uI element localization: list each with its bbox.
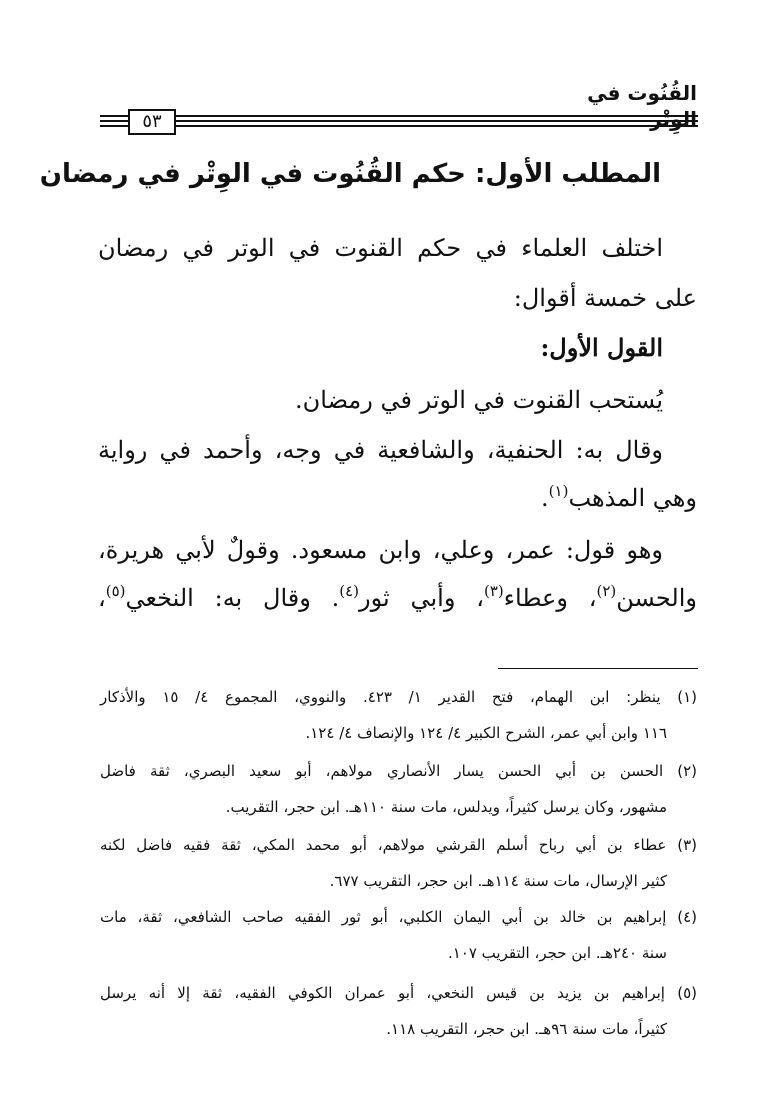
footnote-4-line-1: (٤) إبراهيم بن خالد بن أبي اليمان الكلبي، أبو ثور الفقيه صاحب الشافعي، ثقة، مات [100, 908, 697, 926]
para2-line-2-part-5: ، [98, 584, 106, 612]
para2-line-1: وهو قول: عمر، وعلي، وابن مسعود. وقولٌ لأبي هريرة، [98, 536, 663, 564]
para2-line-2-part-2: ، وعطاء [503, 584, 597, 612]
footnote-3-line-1: (٣) عطاء بن أبي رباح أسلم القرشي مولاهم، أبو محمد المكي، ثقة فقيه فاضل لكنه [100, 836, 697, 854]
footnote-1-line-2: ١١٦ وابن أبي عمر، الشرح الكبير ٤/ ١٢٤ والإنصاف ٤/ ١٢٤. [305, 724, 667, 742]
footnote-ref-1: (١) [548, 482, 569, 500]
header-rule-middle [100, 120, 698, 122]
footnote-4-line-2: سنة ٢٤٠هـ. ابن حجر، التقريب ١٠٧. [447, 944, 667, 962]
footnote-5-line-2: كثيراً، مات سنة ٩٦هـ. ابن حجر، التقريب ١١٨. [386, 1020, 667, 1038]
footnote-ref-2: (٢) [596, 582, 617, 600]
header-rule-top [100, 115, 698, 117]
para2-line-2 [98, 580, 697, 619]
footnote-ref-5: (٥) [105, 582, 126, 600]
footnote-2-line-2: مشهور، وكان يرسل كثيراً، ويدلس، مات سنة ١١٠هـ. ابن حجر، التقريب. [225, 798, 667, 816]
header-rule-bottom [100, 125, 698, 127]
first-opinion-heading: القول الأول: [540, 333, 663, 362]
footnote-ref-3: (٣) [483, 582, 504, 600]
footnote-3-line-2: كثير الإرسال، مات سنة ١١٤هـ. ابن حجر، التقريب ٦٧٧. [329, 872, 667, 890]
footnote-2-line-1: (٢) الحسن بن أبي الحسن يسار الأنصاري مولاهم، أبو سعيد البصري، ثقة فاضل [100, 762, 697, 780]
page-number: ٥٣ [128, 109, 176, 135]
intro-line-2: على خمسة أقوال: [513, 284, 697, 312]
footnote-ref-4: (٤) [339, 582, 360, 600]
para1-line-2 [98, 480, 697, 519]
para1-line-1: وقال به: الحنفية، والشافعية في وجه، وأحمد في رواية [98, 436, 663, 464]
section-heading: المطلب الأول: حكم القُنُوت في الوِتْر في رمضان [39, 159, 661, 189]
intro-line-1: اختلف العلماء في حكم القنوت في الوتر في رمضان [98, 234, 663, 262]
para2-line-2-part-4: . وقال به: النخعي [125, 584, 340, 612]
para2-line-2-part-1: والحسن [616, 584, 697, 612]
ruling-line: يُستحب القنوت في الوتر في رمضان. [295, 386, 663, 414]
footnote-5-line-1: (٥) إبراهيم بن يزيد بن قيس النخعي، أبو عمران الكوفي الفقيه، ثقة إلا أنه يرسل [100, 984, 697, 1002]
para1-line-2-text: وهي المذهب [568, 484, 697, 512]
para1-line-2-end: . [541, 484, 549, 512]
footnote-1-line-1: (١) ينظر: ابن الهمام، فتح القدير ١/ ٤٢٣. والنووي، المجموع ٤/ ١٥ والأذكار [100, 688, 698, 706]
running-header-title: القُنُوت في الوِتْر [587, 81, 697, 131]
para2-line-2-part-3: ، وأبي ثور [359, 584, 484, 612]
footnote-separator [498, 668, 698, 669]
